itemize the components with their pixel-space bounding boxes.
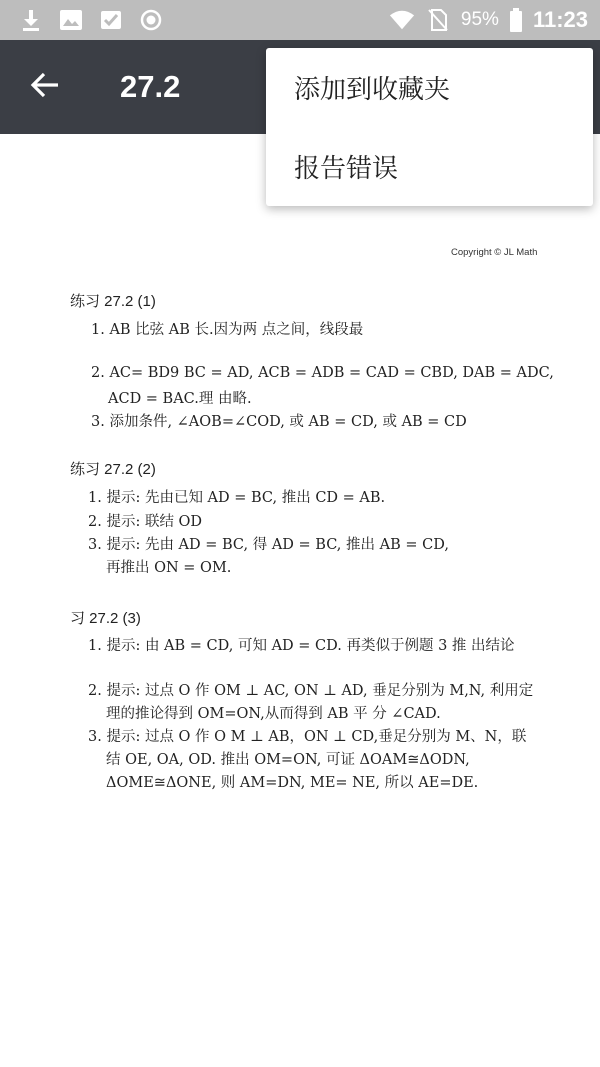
- section-heading: 练习 27.2 (2): [70, 461, 156, 478]
- answer-line: 2. 提示: 联结 OD: [88, 514, 203, 530]
- system-icons: [389, 7, 588, 33]
- answer-line: ACD = BAC.理 由略.: [108, 391, 252, 407]
- record-icon: [138, 7, 164, 33]
- answer-line: 2. AC= BD9 BC = AD, ACB = ADB = CAD = CBD, DAB = ADC,: [91, 365, 554, 381]
- back-button[interactable]: [0, 40, 90, 134]
- section-heading: 练习 27.2 (1): [70, 293, 156, 310]
- image-icon: [58, 7, 84, 33]
- battery-percentage: 95%: [460, 9, 499, 30]
- section-heading: 习 27.2 (3): [70, 610, 141, 627]
- copyright-text: Copyright © JL Math: [451, 247, 538, 258]
- answer-line: 3. 提示: 先由 AD = BC, 得 AD = BC, 推出 AB = CD,: [88, 537, 449, 553]
- wifi-icon: [389, 7, 415, 33]
- overflow-menu: [266, 48, 593, 206]
- answer-line: 结 OE, OA, OD. 推出 OM=ON, 可证 ΔOAM≅ΔODN,: [106, 752, 470, 768]
- status-bar: [0, 0, 600, 40]
- answer-line: 3. 添加条件, ∠AOB=∠COD, 或 AB = CD, 或 AB = CD: [91, 414, 467, 430]
- page-title: 27.2: [120, 69, 181, 104]
- document-page: [0, 134, 600, 1067]
- menu-item-add-favorites[interactable]: 添加到收藏夹: [294, 75, 451, 105]
- battery-icon: [509, 7, 523, 33]
- answer-line: 再推出 ON = OM.: [106, 560, 232, 576]
- no-sim-icon: [425, 7, 451, 33]
- checklist-icon: [98, 7, 124, 33]
- answer-line: 1. 提示: 由 AB = CD, 可知 AD = CD. 再类似于例题 3 推 出结论: [88, 638, 515, 654]
- answer-line: 理的推论得到 OM=ON,从而得到 AB 平 分 ∠CAD.: [106, 706, 441, 722]
- answer-line: 2. 提示: 过点 O 作 OM ⊥ AC, ON ⊥ AD, 垂足分别为 M,N, 利用定: [88, 683, 534, 699]
- menu-item-report-error[interactable]: 报告错误: [294, 154, 399, 184]
- clock: 11:23: [532, 7, 588, 32]
- answer-line: 1. AB 比弦 AB 长.因为两 点之间，线段最: [91, 322, 364, 338]
- answer-line: 3. 提示: 过点 O 作 O M ⊥ AB，ON ⊥ CD,垂足分别为 M、N，联: [88, 729, 527, 745]
- answer-line: 1. 提示: 先由已知 AD = BC, 推出 CD = AB.: [88, 490, 386, 506]
- arrow-left-icon: [30, 71, 60, 103]
- notification-icons: [18, 7, 164, 33]
- answer-line: ΔOME≅ΔONE, 则 AM=DN, ME= NE, 所以 AE=DE.: [106, 775, 479, 791]
- download-icon: [18, 7, 44, 33]
